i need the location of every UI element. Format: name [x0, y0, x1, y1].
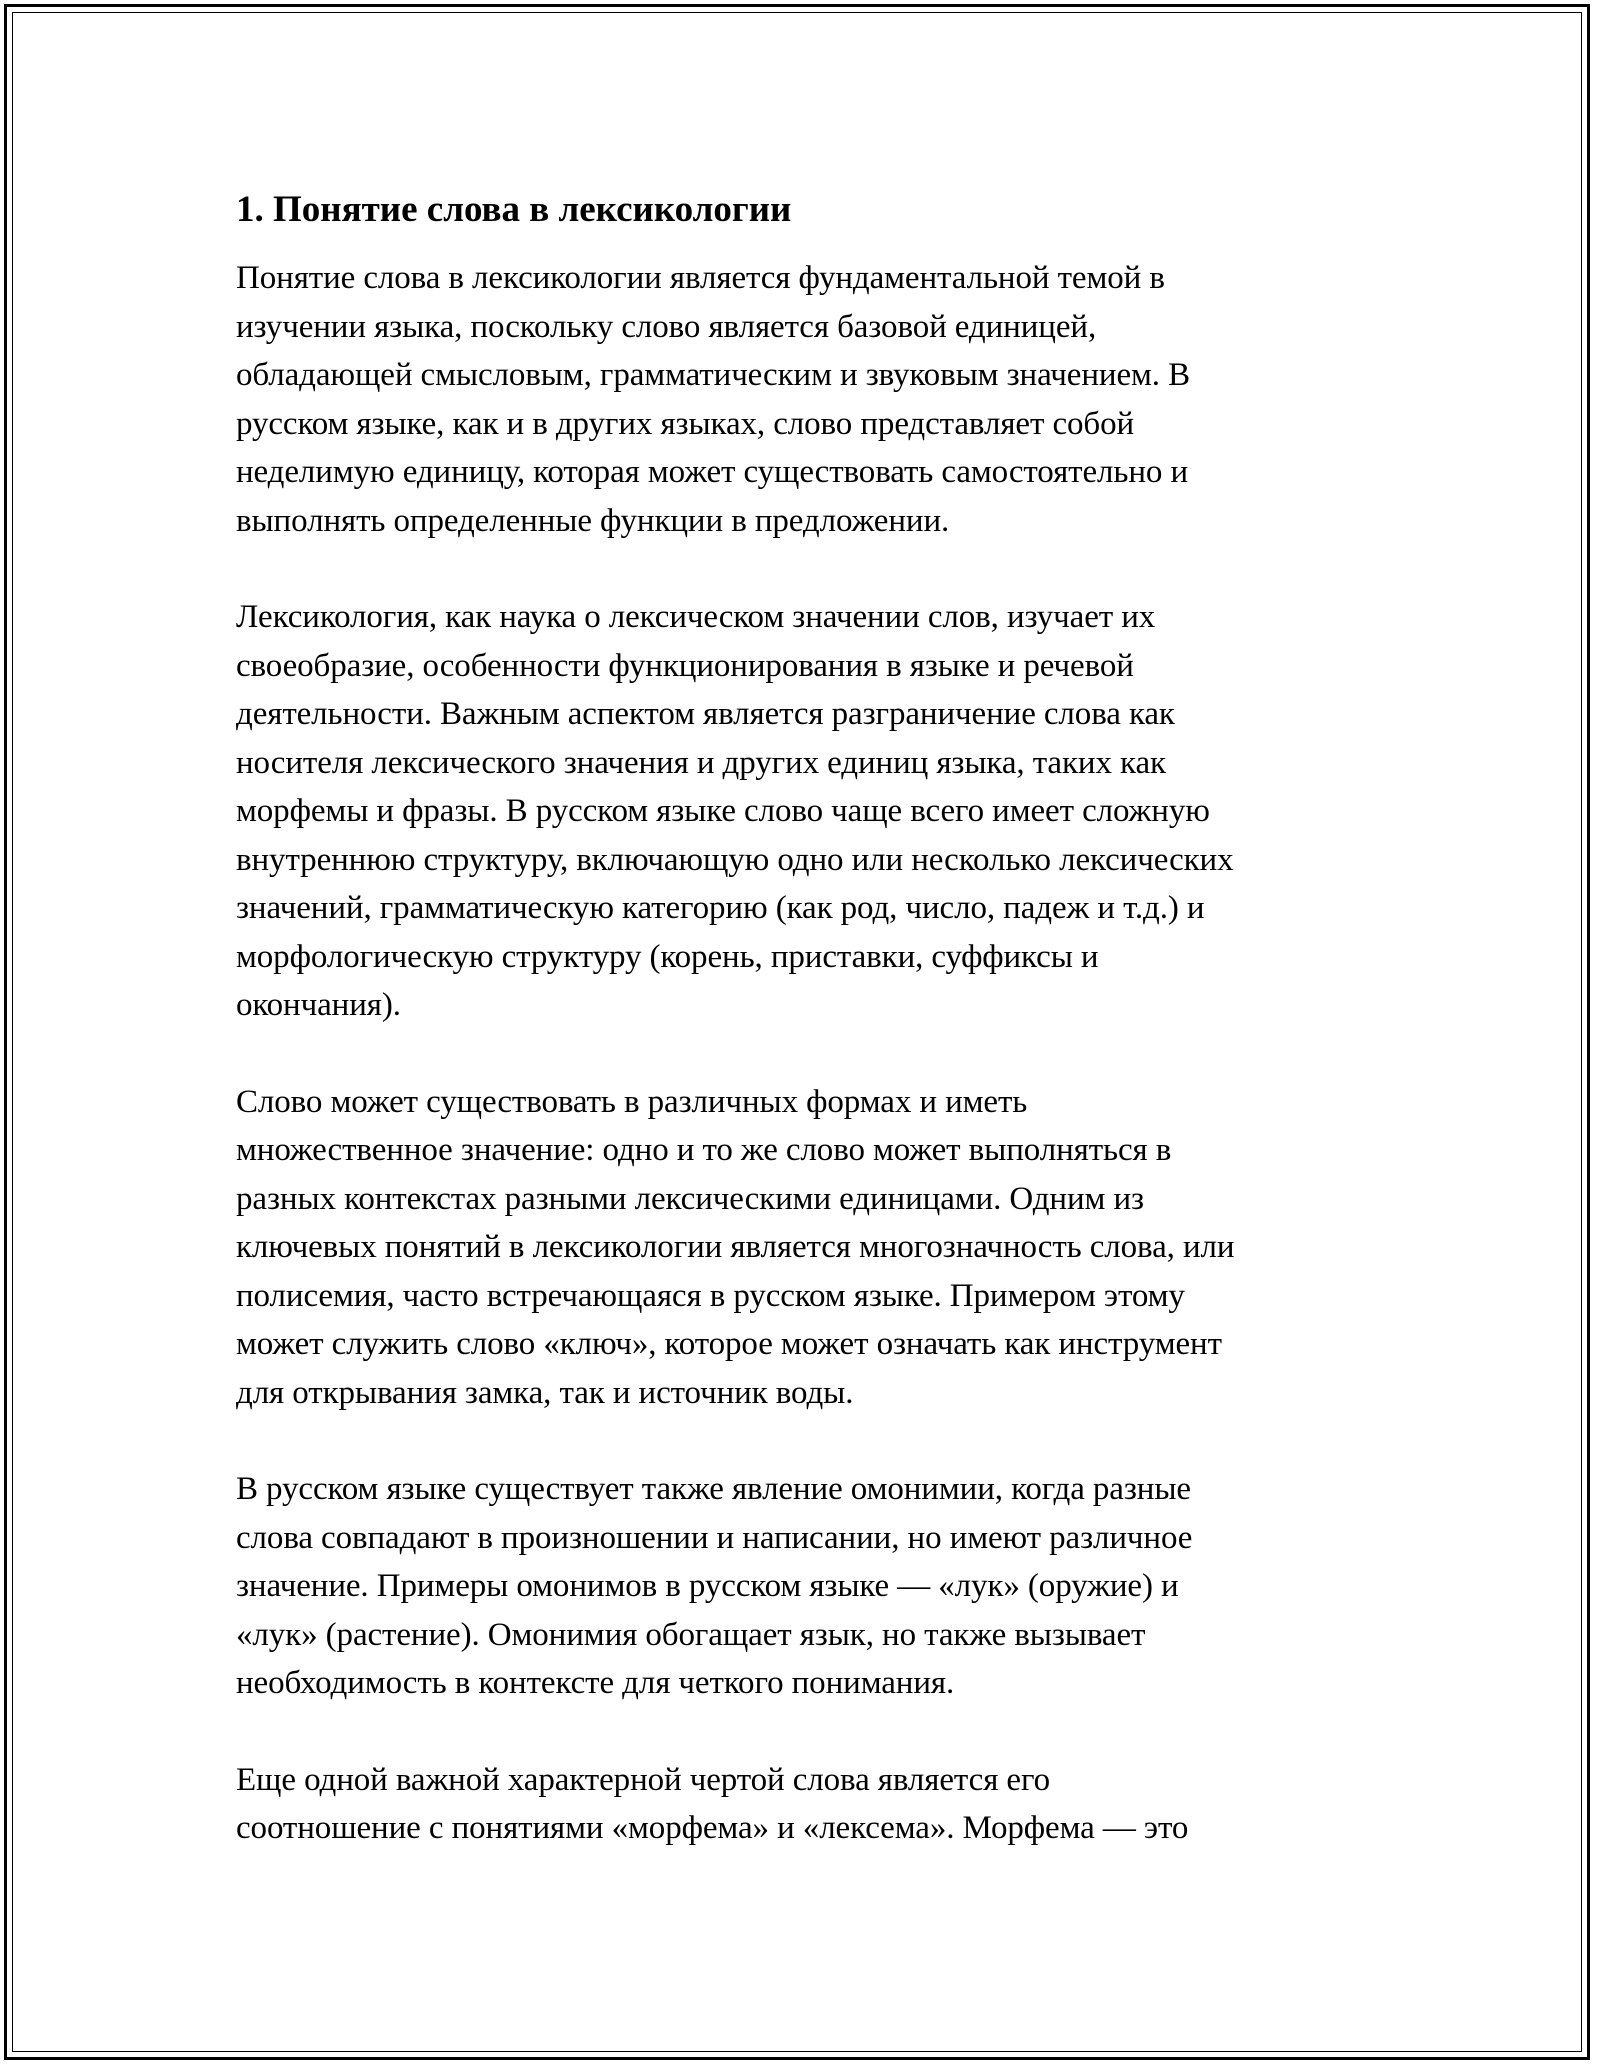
paragraph-line: своеобразие, особенности функционирования в языке и речевой: [236, 647, 1134, 684]
paragraph-line: Слово может существовать в различных формах и иметь: [236, 1083, 1028, 1120]
paragraph: [236, 1465, 1376, 1708]
paragraph: [236, 254, 1376, 545]
paragraph-line: может служить слово «ключ», которое может означать как инструмент: [236, 1326, 1222, 1362]
paragraph-line: полисемия, часто встречающаяся в русском языке. Примером этому: [236, 1277, 1185, 1314]
document-body: [236, 186, 1376, 1901]
paragraph-line: Понятие слова в лексикологии является фундаментальной темой в: [236, 260, 1165, 296]
paragraph-line: разных контекстах разными лексическими единицами. Одним из: [236, 1180, 1144, 1217]
paragraph-line: внутреннюю структуру, включающую одно или несколько лексических: [236, 841, 1234, 878]
paragraph: [236, 1078, 1376, 1418]
paragraph-line: выполнять определенные функции в предложении.: [236, 502, 950, 539]
paragraph-line: деятельности. Важным аспектом является разграничение слова как: [236, 696, 1175, 732]
paragraph-line: морфемы и фразы. В русском языке слово чаще всего имеет сложную: [236, 793, 1210, 829]
paragraph-line: ключевых понятий в лексикологии является многозначность слова, или: [236, 1229, 1235, 1265]
paragraph-line: для открывания замка, так и источник воды.: [236, 1374, 854, 1411]
paragraph-line: необходимость в контексте для четкого понимания.: [236, 1665, 955, 1701]
paragraphs-container: [236, 254, 1376, 1853]
paragraph-line: значений, грамматическую категорию (как род, число, падеж и т.д.) и: [236, 890, 1205, 926]
paragraph: [236, 593, 1376, 1030]
paragraph-line: обладающей смысловым, грамматическим и звуковым значением. В: [236, 357, 1190, 393]
paragraph-line: морфологическую структуру (корень, приставки, суффиксы и: [236, 938, 1099, 975]
paragraph-line: соотношение с понятиями «морфема» и «лексема». Морфема — это: [236, 1810, 1189, 1846]
paragraph: [236, 1756, 1376, 1853]
paragraph-line: носителя лексического значения и других единиц языка, таких как: [236, 744, 1166, 781]
paragraph-line: множественное значение: одно и то же слово может выполняться в: [236, 1132, 1172, 1168]
paragraph-line: неделимую единицу, которая может существовать самостоятельно и: [236, 454, 1189, 490]
paragraph-line: русском языке, как и в других языках, слово представляет собой: [236, 405, 1135, 442]
paragraph-line: изучении языка, поскольку слово является базовой единицей,: [236, 308, 1097, 345]
paragraph-line: Еще одной важной характерной чертой слова является его: [236, 1761, 1050, 1798]
paragraph-line: «лук» (растение). Омонимия обогащает язык, но также вызывает: [236, 1616, 1146, 1653]
paragraph-line: В русском языке существует также явление омонимии, когда разные: [236, 1471, 1191, 1507]
paragraph-line: окончания).: [236, 987, 401, 1023]
paragraph-line: Лексикология, как наука о лексическом значении слов, изучает их: [236, 599, 1156, 635]
paragraph-line: значение. Примеры омонимов в русском языке — «лук» (оружие) и: [236, 1568, 1179, 1604]
section-heading: 1. Понятие слова в лексикологии: [236, 189, 792, 230]
paragraph-line: слова совпадают в произношении и написании, но имеют различное: [236, 1519, 1193, 1556]
